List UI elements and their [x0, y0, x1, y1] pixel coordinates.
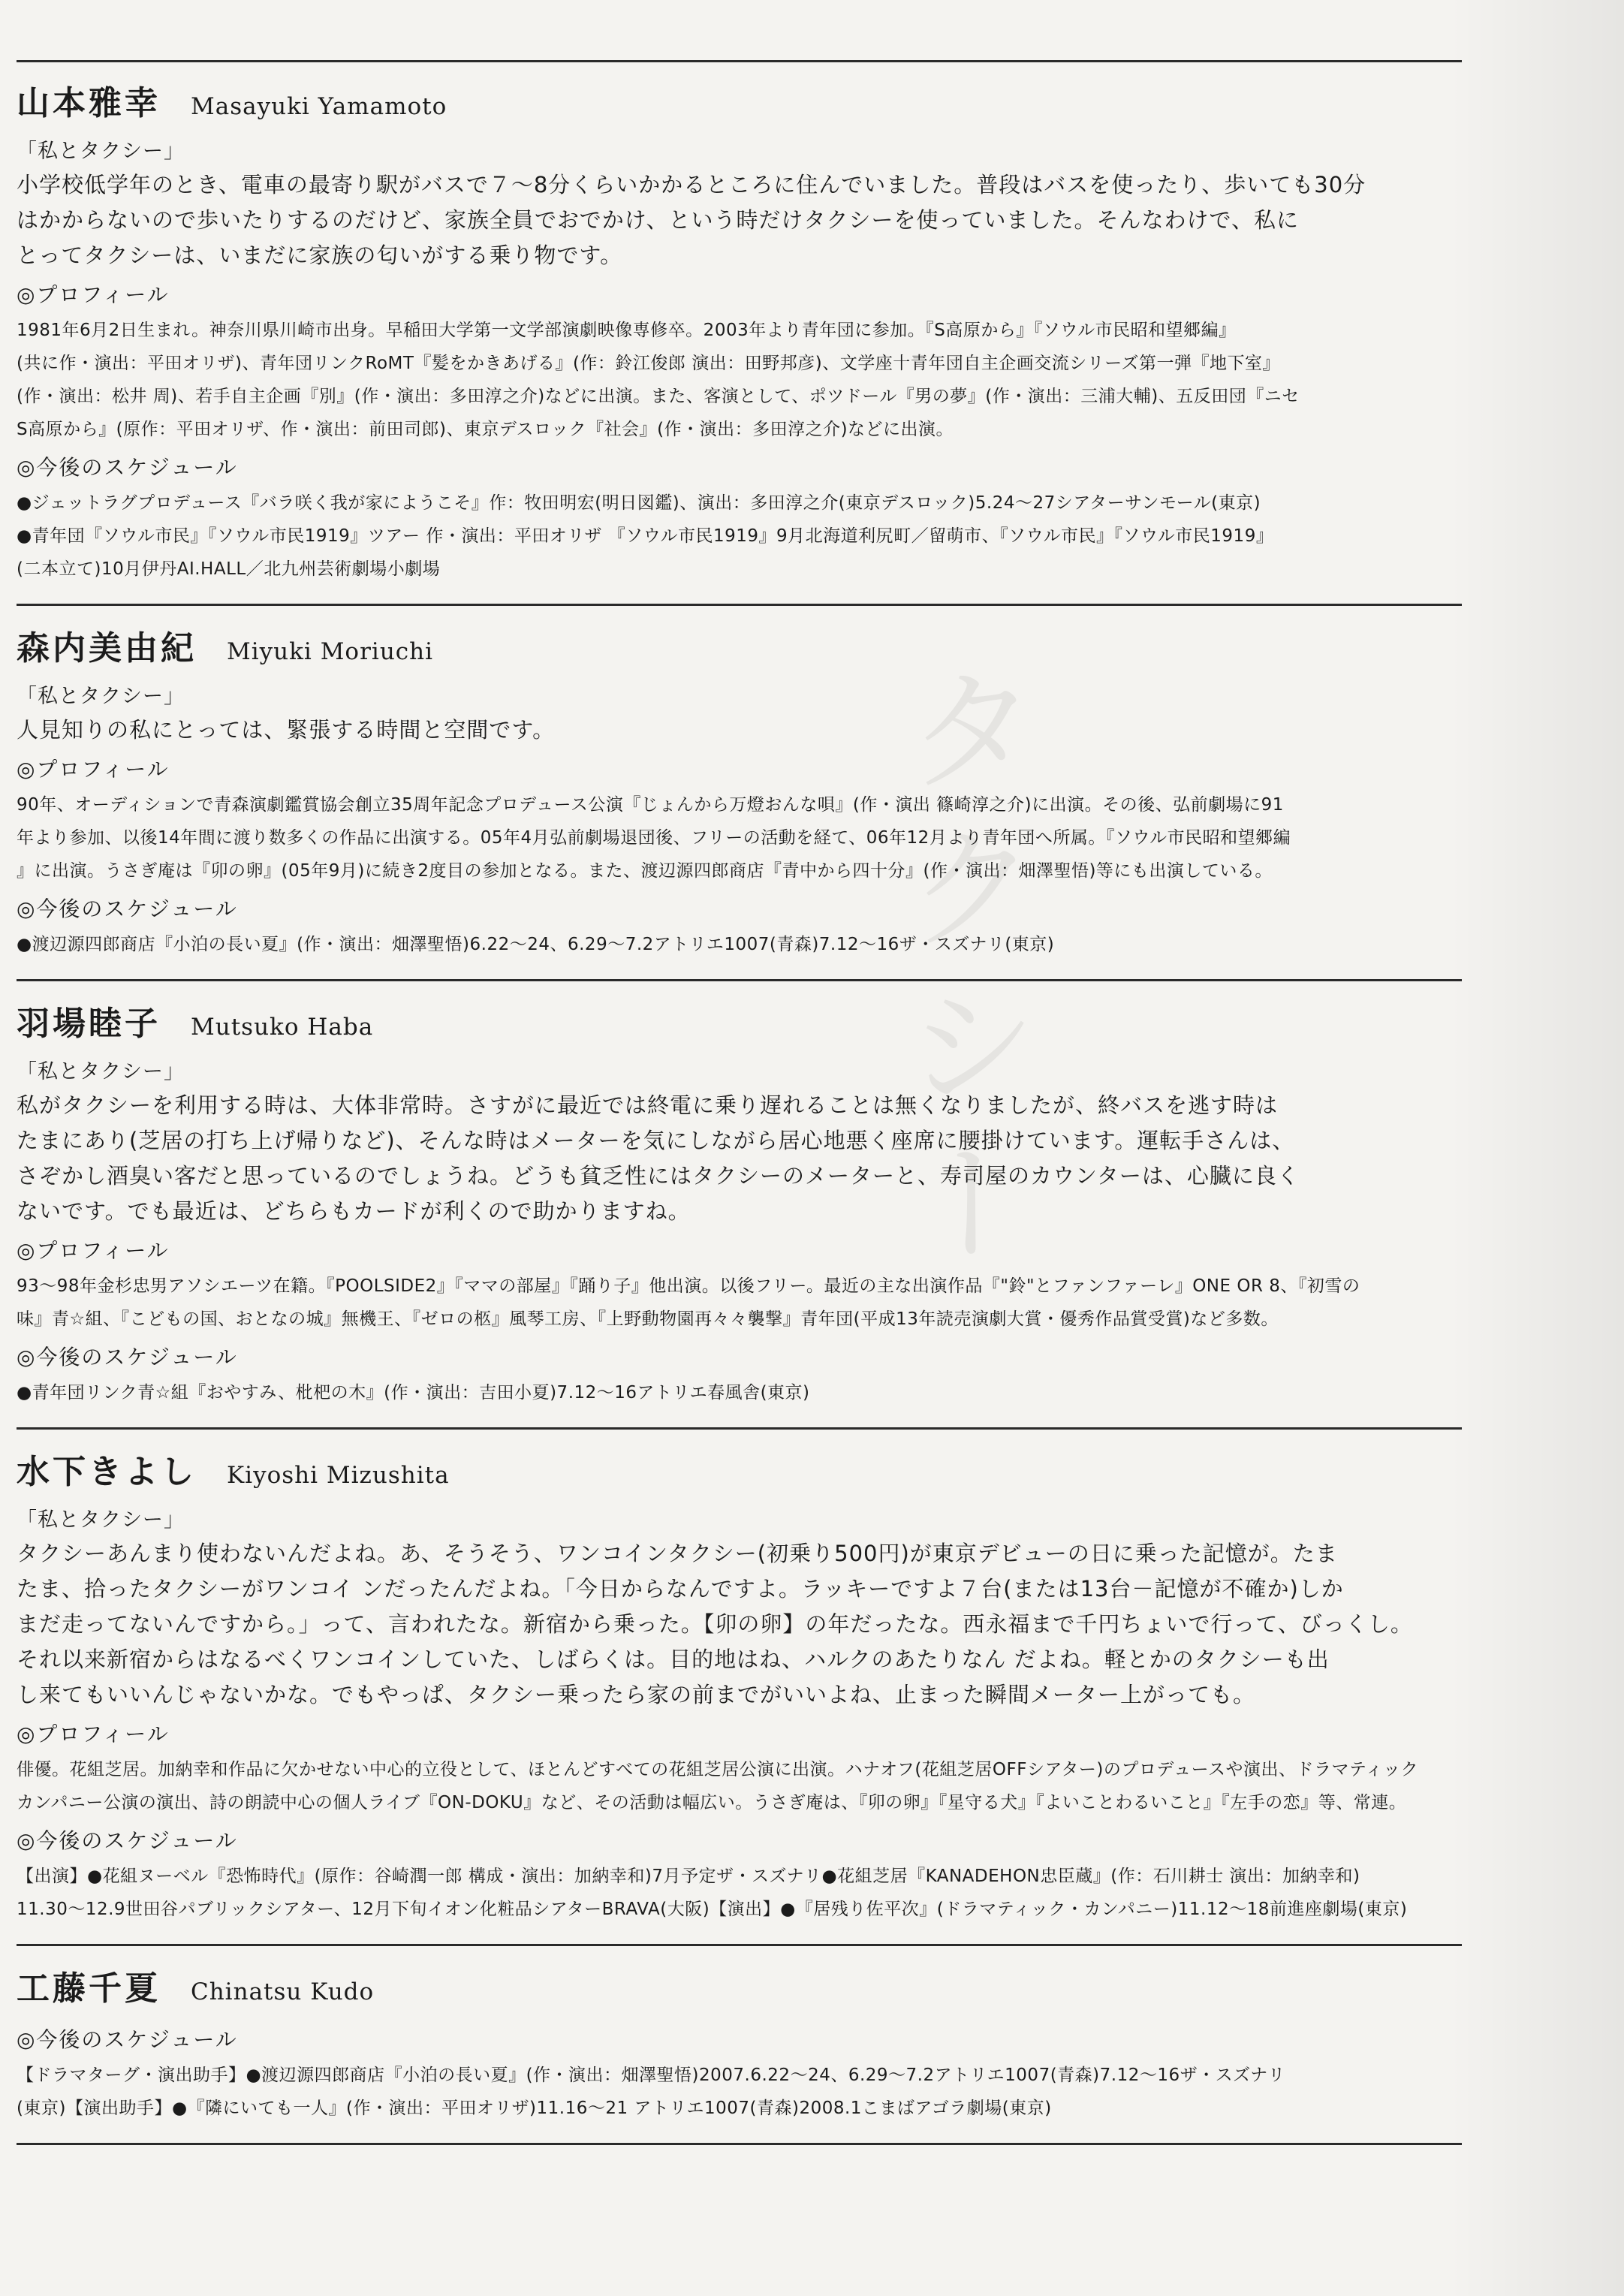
essay-text: 人見知りの私にとっては、緊張する時間と空間です。: [17, 717, 556, 743]
name-row: [17, 1445, 1462, 1493]
profile-heading: ◎プロフィール: [17, 282, 170, 307]
name-english: Mutsuko Haba: [191, 1014, 374, 1041]
name-english: Miyuki Moriuchi: [227, 638, 434, 665]
name-japanese: 羽場睦子: [17, 1005, 161, 1043]
schedule-text: 【出演】●花組ヌーベル『恐怖時代』(原作：谷崎潤一郎 構成・演出：加納幸和)7月予定ザ・スズナリ●花組芝居『KANADEHON忠臣蔵』(作：石川耕士 演出：加納幸和) 11.30～12.9世田谷パブリックシアター、12月下旬イオン化粧品シアターBRAVA(大阪)【演出】●『居残り佐平次』(ドラマティック・カンパニー)11.12～18前進座劇場(東京): [17, 1867, 1408, 1919]
profile-section-yamamoto: [17, 62, 1462, 604]
profile-heading: ◎プロフィール: [17, 757, 170, 782]
background-watermark: タクシー: [882, 661, 1039, 1291]
essay-text: 小学校低学年のとき、電車の最寄り駅がバスで７～8分くらいかかるところに住んでいました。普段はバスを使ったり、歩いても30分 はかからないので歩いたりするのだけど、家族全員でおでかけ、という時だけタクシーを使っていました。そんなわけで、私に とってタクシーは、いまだに家族の匂いがする乗り物です。: [17, 172, 1366, 268]
schedule-heading: ◎今後のスケジュール: [17, 2027, 238, 2052]
essay-title: 「私とタクシー」: [17, 685, 185, 708]
schedule-heading: ◎今後のスケジュール: [17, 1828, 238, 1853]
profile-text: 1981年6月2日生まれ。神奈川県川崎市出身。早稲田大学第一文学部演劇映像専修卒。2003年より青年団に参加。『S高原から』『ソウル市民昭和望郷編』 (共に作・演出：平田オリザ)、青年団リンクRoMT『髪をかきあげる』(作：鈴江俊郎 演出：田野邦彦)、文学座十青年団自主企画交流シリーズ第一弾『地下室』 (作・演出：松井 周)、若手自主企画『別』(作・演出：多田淳之介)などに出演。また、客演として、ポツドール『男の夢』(作・演出：三浦大輔)、五反田団『ニセ S高原から』(原作：平田オリザ、作・演出：前田司郎)、東京デスロック『社会』(作・演出：多田淳之介)などに出演。: [17, 321, 1300, 439]
name-row: [17, 1961, 1462, 2009]
name-japanese: 山本雅幸: [17, 84, 161, 122]
name-japanese: 工藤千夏: [17, 1969, 161, 2008]
essay-title: 「私とタクシー」: [17, 1508, 185, 1532]
name-english: Masayuki Yamamoto: [191, 93, 447, 120]
profile-heading: ◎プロフィール: [17, 1238, 170, 1263]
profile-section-kudo: [17, 1946, 1462, 2143]
profile-text: 90年、オーディションで青森演劇鑑賞協会創立35周年記念プロデュース公演『じょんから万燈おんな唄』(作・演出 篠崎淳之介)に出演。その後、弘前劇場に91 年より参加、以後14年間に渡り数多くの作品に出演する。05年4月弘前劇場退団後、フリーの活動を経て、06年12月より青年団へ所属。『ソウル市民昭和望郷編 』に出演。うさぎ庵は『卯の卵』(05年9月)に続き2度目の参加となる。また、渡辺源四郎商店『青中から四十分』(作・演出：畑澤聖悟)等にも出演している。: [17, 795, 1291, 881]
profile-heading: ◎プロフィール: [17, 1722, 170, 1746]
name-english: Kiyoshi Mizushita: [227, 1462, 450, 1489]
schedule-heading: ◎今後のスケジュール: [17, 455, 238, 480]
page-shadow: [1449, 0, 1624, 2296]
name-row: [17, 996, 1462, 1044]
name-row: [17, 76, 1462, 124]
essay-text: 私がタクシーを利用する時は、大体非常時。さすがに最近では終電に乗り遅れることは無くなりましたが、終バスを逃す時は たまにあり(芝居の打ち上げ帰りなど)、そんな時はメーターを気にしながら居心地悪く座席に腰掛けています。運転手さんは、 さぞかし酒臭い客だと思っているのでしょうね。どうも貧乏性にはタクシーのメーターと、寿司屋のカウンターは、心臓に良く ないです。でも最近は、どちらもカードが利くので助かりますね。: [17, 1092, 1300, 1224]
profile-section-mizushita: [17, 1430, 1462, 1944]
essay-title: 「私とタクシー」: [17, 1060, 185, 1083]
schedule-text: 【ドラマターグ・演出助手】●渡辺源四郎商店『小泊の長い夏』(作・演出：畑澤聖悟)2007.6.22～24、6.29～7.2アトリエ1007(青森)7.12～16ザ・スズナリ (東京)【演出助手】●『隣にいても一人』(作・演出：平田オリザ)11.16～21 アトリエ1007(青森)2008.1こまばアゴラ劇場(東京): [17, 2065, 1286, 2118]
name-english: Chinatsu Kudo: [191, 1978, 375, 2005]
name-row: [17, 621, 1462, 669]
profile-text: 93～98年金杉忠男アソシエーツ在籍。『POOLSIDE2』『ママの部屋』『踊り子』他出演。以後フリー。最近の主な出演作品『"鈴"とファンファーレ』ONE OR 8、『初雪の 味』青☆組、『こどもの国、おとなの城』無機王、『ゼロの柩』風琴工房、『上野動物園再々々襲撃』青年団(平成13年読売演劇大賞・優秀作品賞受賞)など多数。: [17, 1276, 1360, 1329]
profile-section-haba: [17, 981, 1462, 1427]
essay-title: 「私とタクシー」: [17, 140, 185, 163]
schedule-text: ●渡辺源四郎商店『小泊の長い夏』(作・演出：畑澤聖悟)6.22～24、6.29～7.2アトリエ1007(青森)7.12～16ザ・スズナリ(東京): [17, 935, 1055, 954]
cast-profile-page: [17, 60, 1462, 2145]
divider: [17, 2143, 1462, 2145]
schedule-heading: ◎今後のスケジュール: [17, 1345, 238, 1369]
schedule-text: ●ジェットラグプロデュース『バラ咲く我が家にようこそ』作：牧田明宏(明日図鑑)、演出：多田淳之介(東京デスロック)5.24～27シアターサンモール(東京) ●青年団『ソウル市民』『ソウル市民1919』ツアー 作・演出：平田オリザ 『ソウル市民1919』9月北海道利尻町／留萌市、『ソウル市民』『ソウル市民1919』 (二本立て)10月伊丹AI.HALL／北九州芸術劇場小劇場: [17, 493, 1274, 579]
name-japanese: 森内美由紀: [17, 629, 197, 667]
profile-section-moriuchi: [17, 606, 1462, 979]
schedule-heading: ◎今後のスケジュール: [17, 896, 238, 921]
schedule-text: ●青年団リンク青☆組『おやすみ、枇杷の木』(作・演出：吉田小夏)7.12～16アトリエ春風舎(東京): [17, 1383, 810, 1403]
essay-text: タクシーあんまり使わないんだよね。あ、そうそう、ワンコインタクシー(初乗り500円)が東京デビューの日に乗った記憶が。たま たま、拾ったタクシーがワンコイ ンだったんだよね。「今日からなんですよ。ラッキーですよ７台(または13台－記憶が不確か)しか まだ走ってないんですから。」って、言われたな。新宿から乗った。【卯の卵】の年だったな。西永福まで千円ちょいで行って、びっくし。 それ以来新宿からはなるべくワンコインしていた、しばらくは。目的地はね、ハルクのあたりなん だよね。軽とかのタクシーも出 し来てもいいんじゃないかな。でもやっぱ、タクシー乗ったら家の前までがいいよね、止まった瞬間メーター上がっても。: [17, 1541, 1413, 1707]
profile-text: 俳優。花組芝居。加納幸和作品に欠かせない中心的立役として、ほとんどすべての花組芝居公演に出演。ハナオフ(花組芝居OFFシアター)のプロデュースや演出、ドラマティック カンパニー公演の演出、詩の朗読中心の個人ライブ『ON-DOKU』など、その活動は幅広い。うさぎ庵は、『卯の卵』『星守る犬』『よいことわるいこと』『左手の恋』等、常連。: [17, 1760, 1419, 1812]
name-japanese: 水下きよし: [17, 1453, 197, 1491]
